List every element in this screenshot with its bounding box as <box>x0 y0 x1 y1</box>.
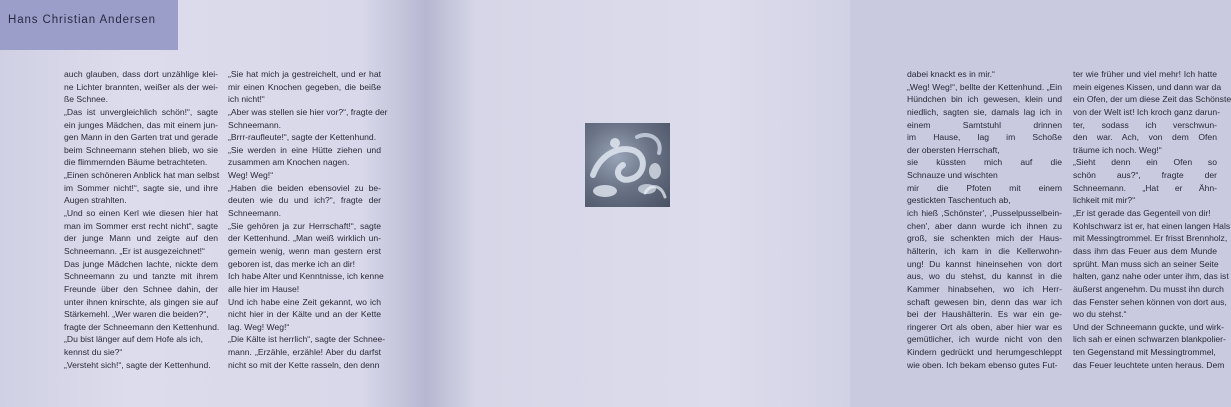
text-line: groß, sie schenkten mich der Haus- <box>907 233 1062 244</box>
author-name: Hans Christian Andersen <box>8 14 156 26</box>
text-line: „Brrr-raufleute!“, sagte der Kettenhund. <box>228 132 377 143</box>
text-line: ße Schnee. <box>64 94 108 105</box>
text-line: Augen strahlten. <box>64 195 127 206</box>
text-line: ein Ofen, der um diese Zeit das Schönste <box>1073 94 1231 105</box>
text-line: niedlich, sagten sie, damals lag ich in <box>907 106 1062 117</box>
text-line: mein eigenes Kissen, und dann war da <box>1073 81 1222 92</box>
text-line: „Du bist länger auf dem Hofe als ich, <box>64 334 203 345</box>
text-line: Kammer hinabsehen, wo ich Herr- <box>907 283 1062 294</box>
text-line: ten Gegenstand mit Messingtrommel, <box>1073 347 1216 358</box>
text-line: einem Samtstuhl drinnen <box>907 119 1062 130</box>
text-line: lag. Weg! Weg!“ <box>228 321 290 332</box>
text-line: „Einen schöneren Anblick hat man selbst <box>64 170 220 181</box>
text-line: „Er ist gerade das Gegenteil von dir! <box>1073 208 1211 219</box>
text-line: Schneemann. „Hat er Ähn- <box>1073 182 1217 193</box>
text-line: nicht hier in der Kälte und an der Kette <box>228 309 381 320</box>
text-line: ter, sodass ich verschwun- <box>1073 119 1217 130</box>
text-line: der Kettenhund. „Man weiß wirklich un- <box>228 233 381 244</box>
text-line: nicht so mit der Kette rasseln, den denn <box>228 359 380 370</box>
text-line: den war. Ach, von dem Ofen <box>1073 132 1217 143</box>
text-line: Schneemann. <box>228 208 282 219</box>
text-line: die flimmernden Bäume betrachteten. <box>64 157 208 168</box>
text-line: sprüht. Man muss sich an seiner Seite <box>1073 258 1219 269</box>
text-line: beim Schneemann stehen blieb, wo sie <box>64 144 218 155</box>
text-line: alle hier im Hause! <box>228 283 300 294</box>
text-line: deuten wie du und ich?“, fragte der <box>228 195 381 206</box>
text-line: der obersten Herrschaft, <box>907 144 1000 155</box>
text-line: Und der Schneemann guckte, und wirk- <box>1073 321 1224 332</box>
text-line: schaft gewesen bin, denn das war ich <box>907 296 1062 307</box>
text-line: „Versteht sich!“, sagte der Kettenhund. <box>64 359 211 370</box>
text-line: das Feuer leuchtete unten heraus. Dem <box>1073 359 1225 370</box>
text-line: Weg! Weg!“ <box>228 170 274 181</box>
text-line: „Sie hat mich ja gestreichelt, und er hat <box>228 69 381 79</box>
text-line: ich hieß ,Schönster', ,Pusselpusselbein- <box>907 208 1062 219</box>
text-line: lich sah er einen schwarzen blankpolier- <box>1073 334 1226 345</box>
dog-snow-illustration <box>585 123 670 207</box>
right-page-column-2 <box>1073 68 1231 371</box>
text-line: von der Welt ist! Ich kroch ganz darun- <box>1073 106 1220 117</box>
text-line: ne Lichter brannten, weißer als der wei- <box>64 81 218 92</box>
text-line: ich nicht!“ <box>228 94 265 105</box>
text-line: das Fenster sehen können von dort aus, <box>1073 296 1227 307</box>
text-line: „Das ist unvergleichlich schön!“, sagte <box>64 106 218 117</box>
text-line: dabei knackt es in mir.“ <box>907 69 995 79</box>
text-line: Schneemann. „Er ist ausgezeichnet!“ <box>64 245 205 256</box>
text-line: sie küssten mich auf die <box>907 157 1062 168</box>
text-line: wie oben. Ich bekam ebenso gutes Fut- <box>907 359 1058 370</box>
text-line: bei der Haushälterin. Es war ein ge- <box>907 309 1062 320</box>
left-page-column-2 <box>228 68 388 371</box>
text-line: geboren ist, das merke ich an dir! <box>228 258 356 269</box>
text-line: mann. „Erzähle, erzähle! Aber du darfst <box>228 347 381 358</box>
text-line: Schneemann zu und tanzte mit ihrem <box>64 271 218 282</box>
text-line: unter ihnen knirschte, als gingen sie auf <box>64 296 218 307</box>
text-line: gestickten Taschentuch ab, <box>907 195 1011 206</box>
text-line: Stärkemehl. „Wer waren die beiden?“, <box>64 309 209 320</box>
text-line: mir die Pfoten mit einem <box>907 182 1062 193</box>
text-line: hälterin, ich kam in die Kellerwohn- <box>907 245 1062 256</box>
text-line: der junge Mann und zeigte auf den <box>64 233 218 244</box>
text-line: Schnauze und wischten <box>907 170 998 181</box>
text-line: ung! Du kannst hineinsehen von dort <box>907 258 1062 269</box>
text-line: Kohlschwarz ist er, hat einen langen Hals <box>1073 220 1231 231</box>
text-line: „Die Kälte ist herrlich“, sagte der Schnee- <box>228 334 386 345</box>
text-line: Das junge Mädchen lachte, nickte dem <box>64 258 218 269</box>
text-line: Freunde über den Schnee dahin, der <box>64 283 218 294</box>
left-page <box>0 0 425 407</box>
text-line: fragte der Schneemann den Kettenhund. <box>64 321 220 332</box>
text-line: „Sie werden in eine Hütte ziehen und <box>228 144 381 155</box>
text-line: Schneemann. <box>228 119 282 130</box>
text-line: Hündchen bin ich gewesen, klein und <box>907 94 1062 105</box>
text-line: ter wie früher und viel mehr! Ich hatte <box>1073 69 1217 79</box>
text-line: mir einen Knochen gegeben, die beiße <box>228 81 381 92</box>
text-line: kennst du sie?“ <box>64 347 123 358</box>
header-band <box>0 0 178 50</box>
text-line: träume ich noch. Weg!“ <box>1073 144 1162 155</box>
text-line: aus, wo du stehst, du kannst in die <box>907 271 1062 282</box>
text-line: dass ihm das Feuer aus dem Munde <box>1073 245 1217 256</box>
text-line: „Sieht denn ein Ofen so <box>1073 157 1217 168</box>
text-line: halten, ganz nahe oder unter ihm, das ist <box>1073 271 1229 282</box>
text-line: im Hause, lag im Schoße <box>907 132 1062 143</box>
left-page-column-1 <box>64 68 218 371</box>
text-line: zusammen am Knochen nagen. <box>228 157 350 168</box>
text-line: im Sommer nicht!“, sagte sie, und ihre <box>64 182 218 193</box>
text-line: Und ich habe eine Zeit gekannt, wo ich <box>228 296 381 307</box>
text-line: „Sie gehören ja zur Herrschaft!“, sagte <box>228 220 381 231</box>
text-line: ein junges Mädchen, das mit einem jun- <box>64 119 218 130</box>
text-line: man im Sommer erst recht nicht“, sagte <box>64 220 218 231</box>
text-line: „Haben die beiden ebensoviel zu be- <box>228 182 381 193</box>
text-line: wo du stehst.“ <box>1073 309 1127 320</box>
text-line: lichkeit mit mir?“ <box>1073 195 1136 206</box>
text-line: „Weg! Weg!“, bellte der Kettenhund. „Ein <box>907 81 1062 92</box>
text-line: „Aber was stellen sie hier vor?“, fragte der <box>228 106 388 117</box>
text-line: gen Mann in den Garten trat und gerade <box>64 132 218 143</box>
text-line: chen', aber dann wurde ich ihnen zu <box>907 220 1062 231</box>
text-line: mit Messingtrommel. Er frisst Brennholz, <box>1073 233 1228 244</box>
text-line: äußerst angenehm. Du musst ihn durch <box>1073 283 1224 294</box>
right-page-column-1 <box>907 68 1062 371</box>
text-line: ringerer Ort als oben, aber hier war es <box>907 321 1062 332</box>
text-line: schön aus?“, fragte der <box>1073 170 1217 181</box>
text-line: Ich habe Alter und Kenntnisse, ich kenne <box>228 271 384 282</box>
text-line: gemütlicher, ich wurde nicht von den <box>907 334 1062 345</box>
text-line: auch glauben, dass dort unzählige klei- <box>64 69 218 79</box>
text-line: gemein wenig, wenn man gestern erst <box>228 245 381 256</box>
text-line: „Und so einen Kerl wie diesen hier hat <box>64 208 218 219</box>
text-line: Kindern gedrückt und herumgeschleppt <box>907 347 1062 358</box>
